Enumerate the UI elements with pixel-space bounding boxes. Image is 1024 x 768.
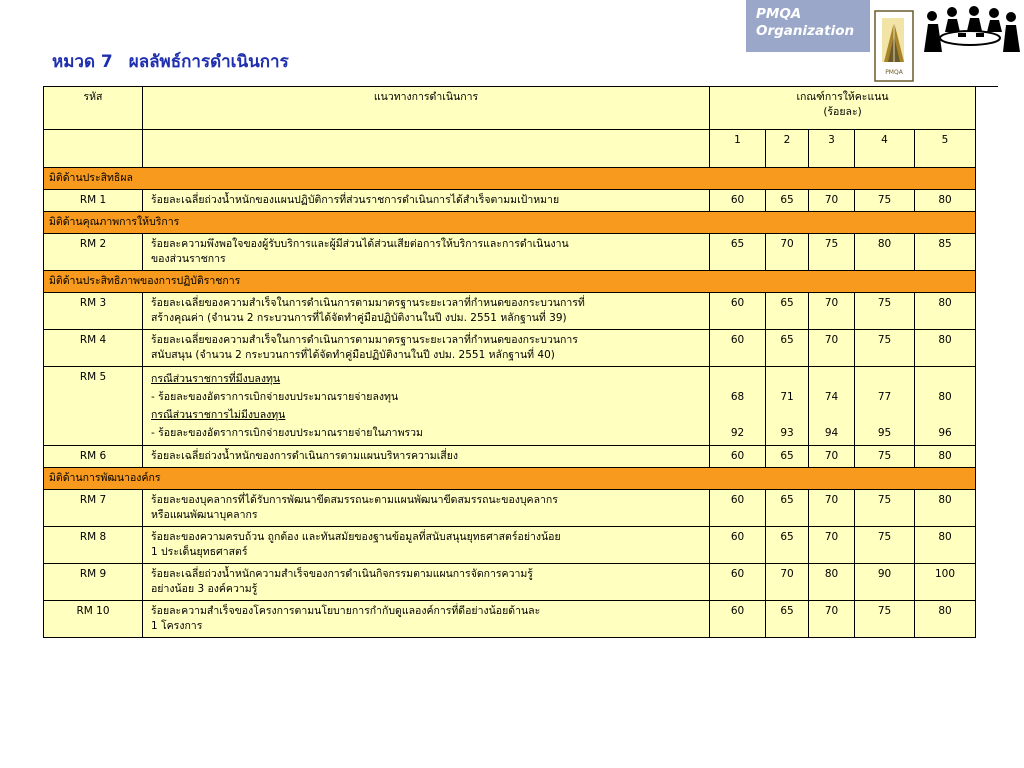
score-cell: 60	[710, 330, 766, 367]
score-cell: 65	[766, 527, 809, 564]
description-line: ร้อยละความพึงพอใจของผู้รับบริการและผู้มีส่วนได้ส่วนเสียต่อการให้บริการและการดำเนินงาน	[151, 238, 569, 250]
score-cell: 70	[766, 234, 809, 271]
table-row	[44, 234, 976, 271]
header-criteria-line1: เกณฑ์การให้คะแนน	[796, 91, 889, 103]
score-cell: 65	[766, 330, 809, 367]
score-cell: 75	[855, 293, 915, 330]
table-row	[44, 601, 976, 638]
description-line: ร้อยละของบุคลากรที่ได้รับการพัฒนาขีดสมรรถนะตามแผนพัฒนาขีดสมรรถนะของบุคลากร	[151, 494, 558, 506]
score-cell: 60	[710, 446, 766, 468]
row-code: RM 8	[44, 527, 143, 564]
row-code: RM 7	[44, 490, 143, 527]
score-cell: 60	[710, 527, 766, 564]
row-code: RM 9	[44, 564, 143, 601]
table-row	[44, 527, 976, 564]
level-2: 2	[766, 130, 809, 168]
score-cell: 80	[915, 601, 976, 638]
score-cell: 60	[710, 564, 766, 601]
table-row	[44, 190, 976, 212]
score-cell	[809, 367, 855, 446]
description-line: สนับสนุน (จำนวน 2 กระบวนการที่ได้จัดทำคู่มือปฏิบัติงานในปี งปม. 2551 หลักฐานที่ 40)	[151, 349, 555, 361]
score-spacer	[715, 406, 760, 424]
level-1: 1	[710, 130, 766, 168]
score-value-case1: 77	[877, 391, 892, 403]
score-cell: 80	[809, 564, 855, 601]
score-cell: 75	[855, 601, 915, 638]
level-4: 4	[855, 130, 915, 168]
row-code: RM 1	[44, 190, 143, 212]
score-cell: 80	[915, 527, 976, 564]
row-description	[143, 190, 710, 212]
row-code: RM 10	[44, 601, 143, 638]
score-spacer	[860, 370, 909, 388]
score-spacer	[920, 370, 970, 388]
score-cell: 70	[809, 446, 855, 468]
category-label: มิติด้านคุณภาพการให้บริการ	[44, 212, 976, 234]
header-criteria-line2: (ร้อยละ)	[823, 106, 862, 118]
score-cell: 75	[809, 234, 855, 271]
score-cell: 65	[766, 601, 809, 638]
score-spacer	[920, 406, 970, 424]
title-chapter: หมวด 7	[52, 52, 113, 72]
header-row	[44, 87, 976, 130]
case1-label	[151, 370, 704, 388]
category-row	[44, 212, 976, 234]
score-cell: 75	[855, 446, 915, 468]
case2-label-text: กรณีส่วนราชการไม่มีงบลงทุน	[151, 409, 286, 421]
row-code: RM 4	[44, 330, 143, 367]
rm-criteria-table	[43, 86, 976, 638]
score-value-case1: 71	[780, 391, 794, 403]
score-cell: 60	[710, 601, 766, 638]
row-description	[143, 446, 710, 468]
row-code: RM 6	[44, 446, 143, 468]
score-cell: 65	[766, 446, 809, 468]
score-cell: 70	[809, 190, 855, 212]
table-row	[44, 490, 976, 527]
score-cell: 85	[915, 234, 976, 271]
slide-title	[52, 48, 289, 75]
row-description	[143, 490, 710, 527]
score-cell: 60	[710, 190, 766, 212]
score-cell: 90	[855, 564, 915, 601]
score-cell: 80	[915, 490, 976, 527]
row-description	[143, 564, 710, 601]
case2-label	[151, 406, 704, 424]
levels-blank-guideline	[143, 130, 710, 168]
score-value-case2: 93	[780, 427, 794, 439]
score-cell: 70	[809, 330, 855, 367]
row-description	[143, 330, 710, 367]
score-cell: 80	[915, 190, 976, 212]
score-cell: 80	[915, 446, 976, 468]
description-line: อย่างน้อย 3 องค์ความรู้	[151, 583, 258, 595]
score-cell: 65	[766, 190, 809, 212]
header-criteria	[710, 87, 976, 130]
table-row	[44, 293, 976, 330]
score-cell: 75	[855, 490, 915, 527]
category-row	[44, 168, 976, 190]
row-code: RM 3	[44, 293, 143, 330]
score-value-case1: 80	[938, 391, 952, 403]
description-line: ของส่วนราชการ	[151, 253, 226, 265]
meeting-people-icon	[918, 2, 1022, 54]
score-cell: 75	[855, 330, 915, 367]
table-row	[44, 330, 976, 367]
score-cell: 100	[915, 564, 976, 601]
category-row	[44, 468, 976, 490]
score-cell: 60	[710, 293, 766, 330]
score-cell: 80	[915, 293, 976, 330]
score-cell: 70	[766, 564, 809, 601]
row-description	[143, 293, 710, 330]
table-row	[44, 367, 976, 446]
row-description	[143, 601, 710, 638]
description-line: สร้างคุณค่า (จำนวน 2 กระบวนการที่ได้จัดทำคู่มือปฏิบัติงานในปี งปม. 2551 หลักฐานที่ 39)	[151, 312, 567, 324]
category-row	[44, 271, 976, 293]
score-value-case1: 68	[730, 391, 745, 403]
description-line: ร้อยละเฉลี่ยถ่วงน้ำหนักของการดำเนินการตามแผนบริหารความเสี่ยง	[151, 450, 458, 462]
description-line: ร้อยละเฉลี่ยถ่วงน้ำหนักความสำเร็จของการดำเนินกิจกรรมตามแผนการจัดการความรู้	[151, 568, 533, 580]
brand-line-1: PMQA	[756, 6, 802, 22]
score-value-case2: 92	[730, 427, 745, 439]
description-line: 1 โครงการ	[151, 620, 203, 632]
description-line: ร้อยละของความครบถ้วน ถูกต้อง และทันสมัยของฐานข้อมูลที่สนับสนุนยุทธศาสตร์อย่างน้อย	[151, 531, 561, 543]
description-line: ร้อยละเฉลี่ยของความสำเร็จในการดำเนินการตามมาตรฐานระยะเวลาที่กำหนดของกระบวนการ	[151, 334, 578, 346]
case1-label-text: กรณีส่วนราชการที่มีงบลงทุน	[151, 373, 281, 385]
score-spacer	[715, 370, 760, 388]
score-value-case1: 74	[824, 391, 839, 403]
score-spacer	[771, 406, 803, 424]
pmqa-brand-box	[746, 0, 870, 52]
row-code: RM 5	[44, 367, 143, 446]
pmqa-logo-icon	[874, 10, 914, 82]
score-cell: 70	[809, 293, 855, 330]
score-cell	[710, 367, 766, 446]
score-cell: 65	[766, 293, 809, 330]
header-code: รหัส	[44, 87, 143, 130]
levels-row	[44, 130, 976, 168]
row-description	[143, 527, 710, 564]
category-label: มิติด้านประสิทธิผล	[44, 168, 976, 190]
header-guideline: แนวทางการดำเนินการ	[143, 87, 710, 130]
table-row	[44, 564, 976, 601]
score-cell: 75	[855, 190, 915, 212]
score-cell: 70	[809, 490, 855, 527]
brand-line-2: Organization	[756, 23, 855, 39]
score-spacer	[814, 370, 849, 388]
table-body	[44, 168, 976, 638]
levels-blank-code	[44, 130, 143, 168]
category-label: มิติด้านการพัฒนาองค์กร	[44, 468, 976, 490]
case2-text: - ร้อยละของอัตราการเบิกจ่ายงบประมาณรายจ่ายในภาพรวม	[151, 427, 423, 439]
score-cell: 80	[855, 234, 915, 271]
score-value-case2: 96	[938, 427, 952, 439]
description-line: ร้อยละเฉลี่ยถ่วงน้ำหนักของแผนปฏิบัติการที่ส่วนราชการดำเนินการได้สำเร็จตามมเป้าหมาย	[151, 194, 560, 206]
score-spacer	[771, 370, 803, 388]
level-3: 3	[809, 130, 855, 168]
score-cell: 75	[855, 527, 915, 564]
score-cell	[855, 367, 915, 446]
description-line: ร้อยละเฉลี่ยของความสำเร็จในการดำเนินการตามมาตรฐานระยะเวลาที่กำหนดของกระบวนการที่	[151, 297, 585, 309]
description-line: 1 ประเด็นยุทธศาสตร์	[151, 546, 248, 558]
row-description	[143, 234, 710, 271]
score-cell: 65	[766, 490, 809, 527]
score-cell: 70	[809, 601, 855, 638]
score-cell: 70	[809, 527, 855, 564]
score-cell: 65	[710, 234, 766, 271]
case1-text: - ร้อยละของอัตราการเบิกจ่ายงบประมาณรายจ่ายลงทุน	[151, 391, 399, 403]
score-value-case2: 94	[824, 427, 839, 439]
score-spacer	[814, 406, 849, 424]
table-row	[44, 446, 976, 468]
level-5: 5	[915, 130, 976, 168]
title-text: ผลลัพธ์การดำเนินการ	[128, 52, 289, 72]
score-cell	[915, 367, 976, 446]
score-value-case2: 95	[877, 427, 892, 439]
logo-caption: PMQA	[885, 69, 903, 76]
score-cell: 80	[915, 330, 976, 367]
score-cell: 60	[710, 490, 766, 527]
category-label: มิติด้านประสิทธิภาพของการปฏิบัติราชการ	[44, 271, 976, 293]
row-description	[143, 367, 710, 446]
description-line: ร้อยละความสำเร็จของโครงการตามนโยบายการกำกับดูแลองค์การที่ดีอย่างน้อยด้านละ	[151, 605, 541, 617]
row-code: RM 2	[44, 234, 143, 271]
score-spacer	[860, 406, 909, 424]
score-cell	[766, 367, 809, 446]
description-line: หรือแผนพัฒนาบุคลากร	[151, 509, 258, 521]
